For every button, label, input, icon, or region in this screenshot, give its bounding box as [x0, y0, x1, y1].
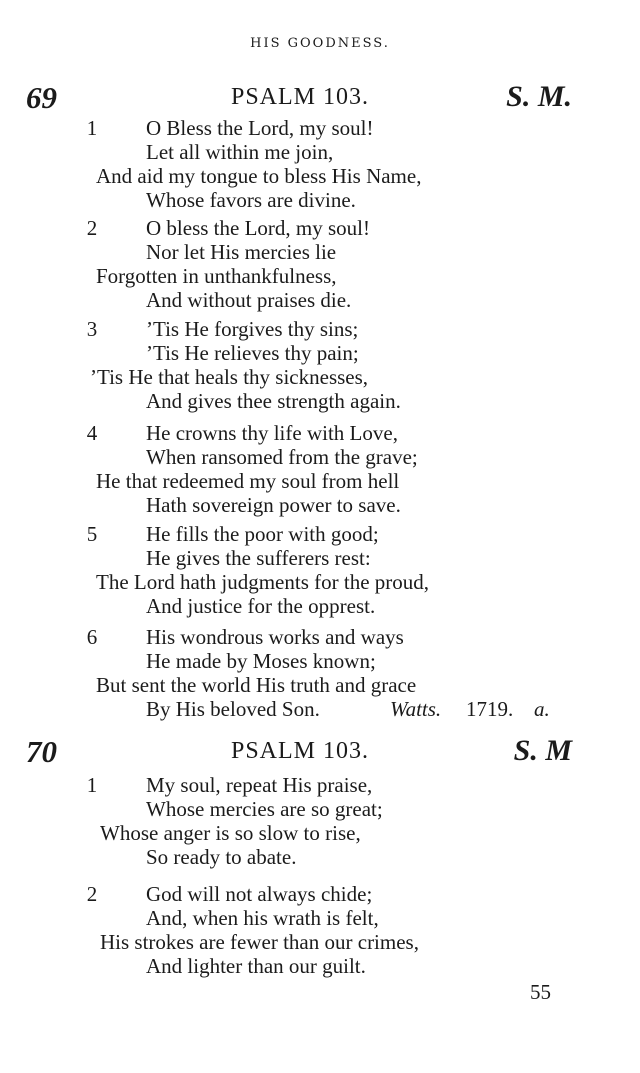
verse-number: 6 — [86, 625, 98, 649]
verse-line: O Bless the Lord, my soul! — [146, 116, 374, 140]
verse-number: 3 — [86, 317, 98, 341]
verse-number: 1 — [86, 773, 98, 797]
verse-line: So ready to abate. — [146, 845, 297, 869]
psalm-title: PSALM 103. — [230, 738, 370, 764]
verse-line: Hath sovereign power to save. — [146, 493, 401, 517]
verse-number: 1 — [86, 116, 98, 140]
verse-line: Whose favors are divine. — [146, 188, 356, 212]
running-head: HIS GOODNESS. — [250, 36, 390, 51]
hymn-number: 70 — [26, 734, 57, 769]
verse-line: Whose anger is so slow to rise, — [100, 821, 361, 845]
verse-number: 5 — [86, 522, 98, 546]
verse-line: Whose mercies are so great; — [146, 797, 383, 821]
verse-line: Nor let His mercies lie — [146, 240, 337, 264]
hymn-number: 69 — [26, 80, 57, 115]
page-number: 55 — [530, 980, 551, 1004]
verse-line: The Lord hath judgments for the proud, — [96, 570, 430, 594]
verse-line: O bless the Lord, my soul! — [146, 216, 370, 240]
psalm-header — [0, 80, 640, 114]
verse-line: He gives the sufferers rest: — [146, 546, 371, 570]
verse-line: Forgotten in unthankfulness, — [96, 264, 337, 288]
verse-number: 2 — [86, 216, 98, 240]
verse-line: He that redeemed my soul from hell — [96, 469, 400, 493]
verse-line: And, when his wrath is felt, — [146, 906, 379, 930]
psalm-header — [0, 734, 640, 768]
verse-line: He crowns thy life with Love, — [146, 421, 398, 445]
verse-line: When ransomed from the grave; — [146, 445, 418, 469]
verse-line: But sent the world His truth and grace — [96, 673, 417, 697]
author-attribution: Watts. — [390, 697, 442, 721]
attribution-year: 1719. — [466, 697, 514, 721]
verse-line: And justice for the opprest. — [146, 594, 376, 618]
verse-number: 2 — [86, 882, 98, 906]
verse-line: ’Tis He forgives thy sins; — [146, 317, 359, 341]
verse-line: God will not always chide; — [146, 882, 373, 906]
verse-line: ’Tis He relieves thy pain; — [146, 341, 359, 365]
verse-line: His strokes are fewer than our crimes, — [100, 930, 419, 954]
verse-line: And without praises die. — [146, 288, 352, 312]
verse-line: He fills the poor with good; — [146, 522, 379, 546]
meter-label: S. M — [513, 734, 572, 767]
verse-line: And gives thee strength again. — [146, 389, 401, 413]
meter-label: S. M. — [506, 80, 572, 113]
verse-line: My soul, repeat His praise, — [146, 773, 373, 797]
psalm-title: PSALM 103. — [230, 84, 370, 110]
verse-line: His wondrous works and ways — [146, 625, 404, 649]
verse-line: ’Tis He that heals thy sicknesses, — [90, 365, 369, 389]
verse-line: And aid my tongue to bless His Name, — [96, 164, 422, 188]
verse-line: Let all within me join, — [146, 140, 334, 164]
attribution-mark: a. — [534, 697, 550, 721]
verse-number: 4 — [86, 421, 98, 445]
verse-line: By His beloved Son. — [146, 697, 320, 721]
verse-line: He made by Moses known; — [146, 649, 376, 673]
verse-line: And lighter than our guilt. — [146, 954, 366, 978]
